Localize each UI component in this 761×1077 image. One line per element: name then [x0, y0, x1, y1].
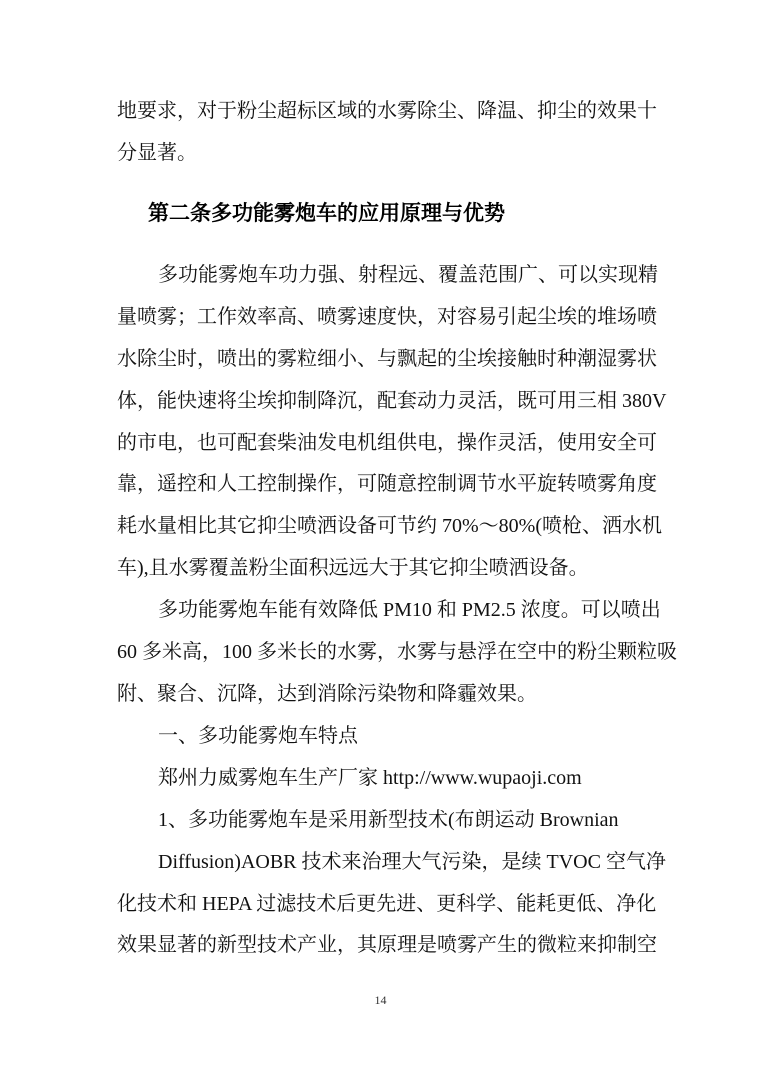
body-line-1: 地要求，对于粉尘超标区域的水雾除尘、降温、抑尘的效果十 [117, 100, 657, 122]
list-item-1-line-2: Diffusion)AOBR 技术来治理大气污染，是续 TVOC 空气净 [158, 851, 666, 873]
paragraph-1-line-7: 耗水量相比其它抑尘喷洒设备可节约 70%～80%(喷枪、洒水机 [117, 515, 662, 537]
paragraph-1-line-8: 车),且水雾覆盖粉尘面积远远大于其它抑尘喷洒设备。 [117, 557, 589, 579]
paragraph-1-line-1: 多功能雾炮车功力强、射程远、覆盖范围广、可以实现精 [158, 264, 658, 286]
manufacturer-line: 郑州力威雾炮车生产厂家 http://www.wupaoji.com [158, 767, 582, 789]
paragraph-1-line-5: 的市电，也可配套柴油发电机组供电，操作灵活，使用安全可 [117, 432, 657, 454]
paragraph-2-line-3: 附、聚合、沉降，达到消除污染物和降霾效果。 [117, 683, 537, 705]
paragraph-1-line-2: 量喷雾；工作效率高、喷雾速度快，对容易引起尘埃的堆场喷 [117, 306, 657, 328]
list-item-1-line-1: 1、多功能雾炮车是采用新型技术(布朗运动 Brownian [158, 809, 619, 831]
section-heading: 第二条多功能雾炮车的应用原理与优势 [148, 201, 505, 225]
paragraph-2-line-1: 多功能雾炮车能有效降低 PM10 和 PM2.5 浓度。可以喷出 [158, 599, 661, 621]
paragraph-1-line-4: 体，能快速将尘埃抑制降沉，配套动力灵活，既可用三相 380V [117, 390, 667, 412]
paragraph-1-line-3: 水除尘时，喷出的雾粒细小、与飘起的尘埃接触时种潮湿雾状 [117, 348, 657, 370]
paragraph-2-line-2: 60 多米高，100 多米长的水雾，水雾与悬浮在空中的粉尘颗粒吸 [117, 641, 677, 663]
page-number: 14 [374, 993, 387, 1007]
list-item-1-line-4: 效果显著的新型技术产业，其原理是喷雾产生的微粒来抑制空 [117, 934, 657, 956]
body-line-2: 分显著。 [117, 142, 197, 164]
list-item-1-line-3: 化技术和 HEPA 过滤技术后更先进、更科学、能耗更低、净化 [117, 893, 657, 915]
subsection-heading: 一、多功能雾炮车特点 [158, 725, 358, 747]
paragraph-1-line-6: 靠，遥控和人工控制操作，可随意控制调节水平旋转喷雾角度 [117, 473, 657, 495]
